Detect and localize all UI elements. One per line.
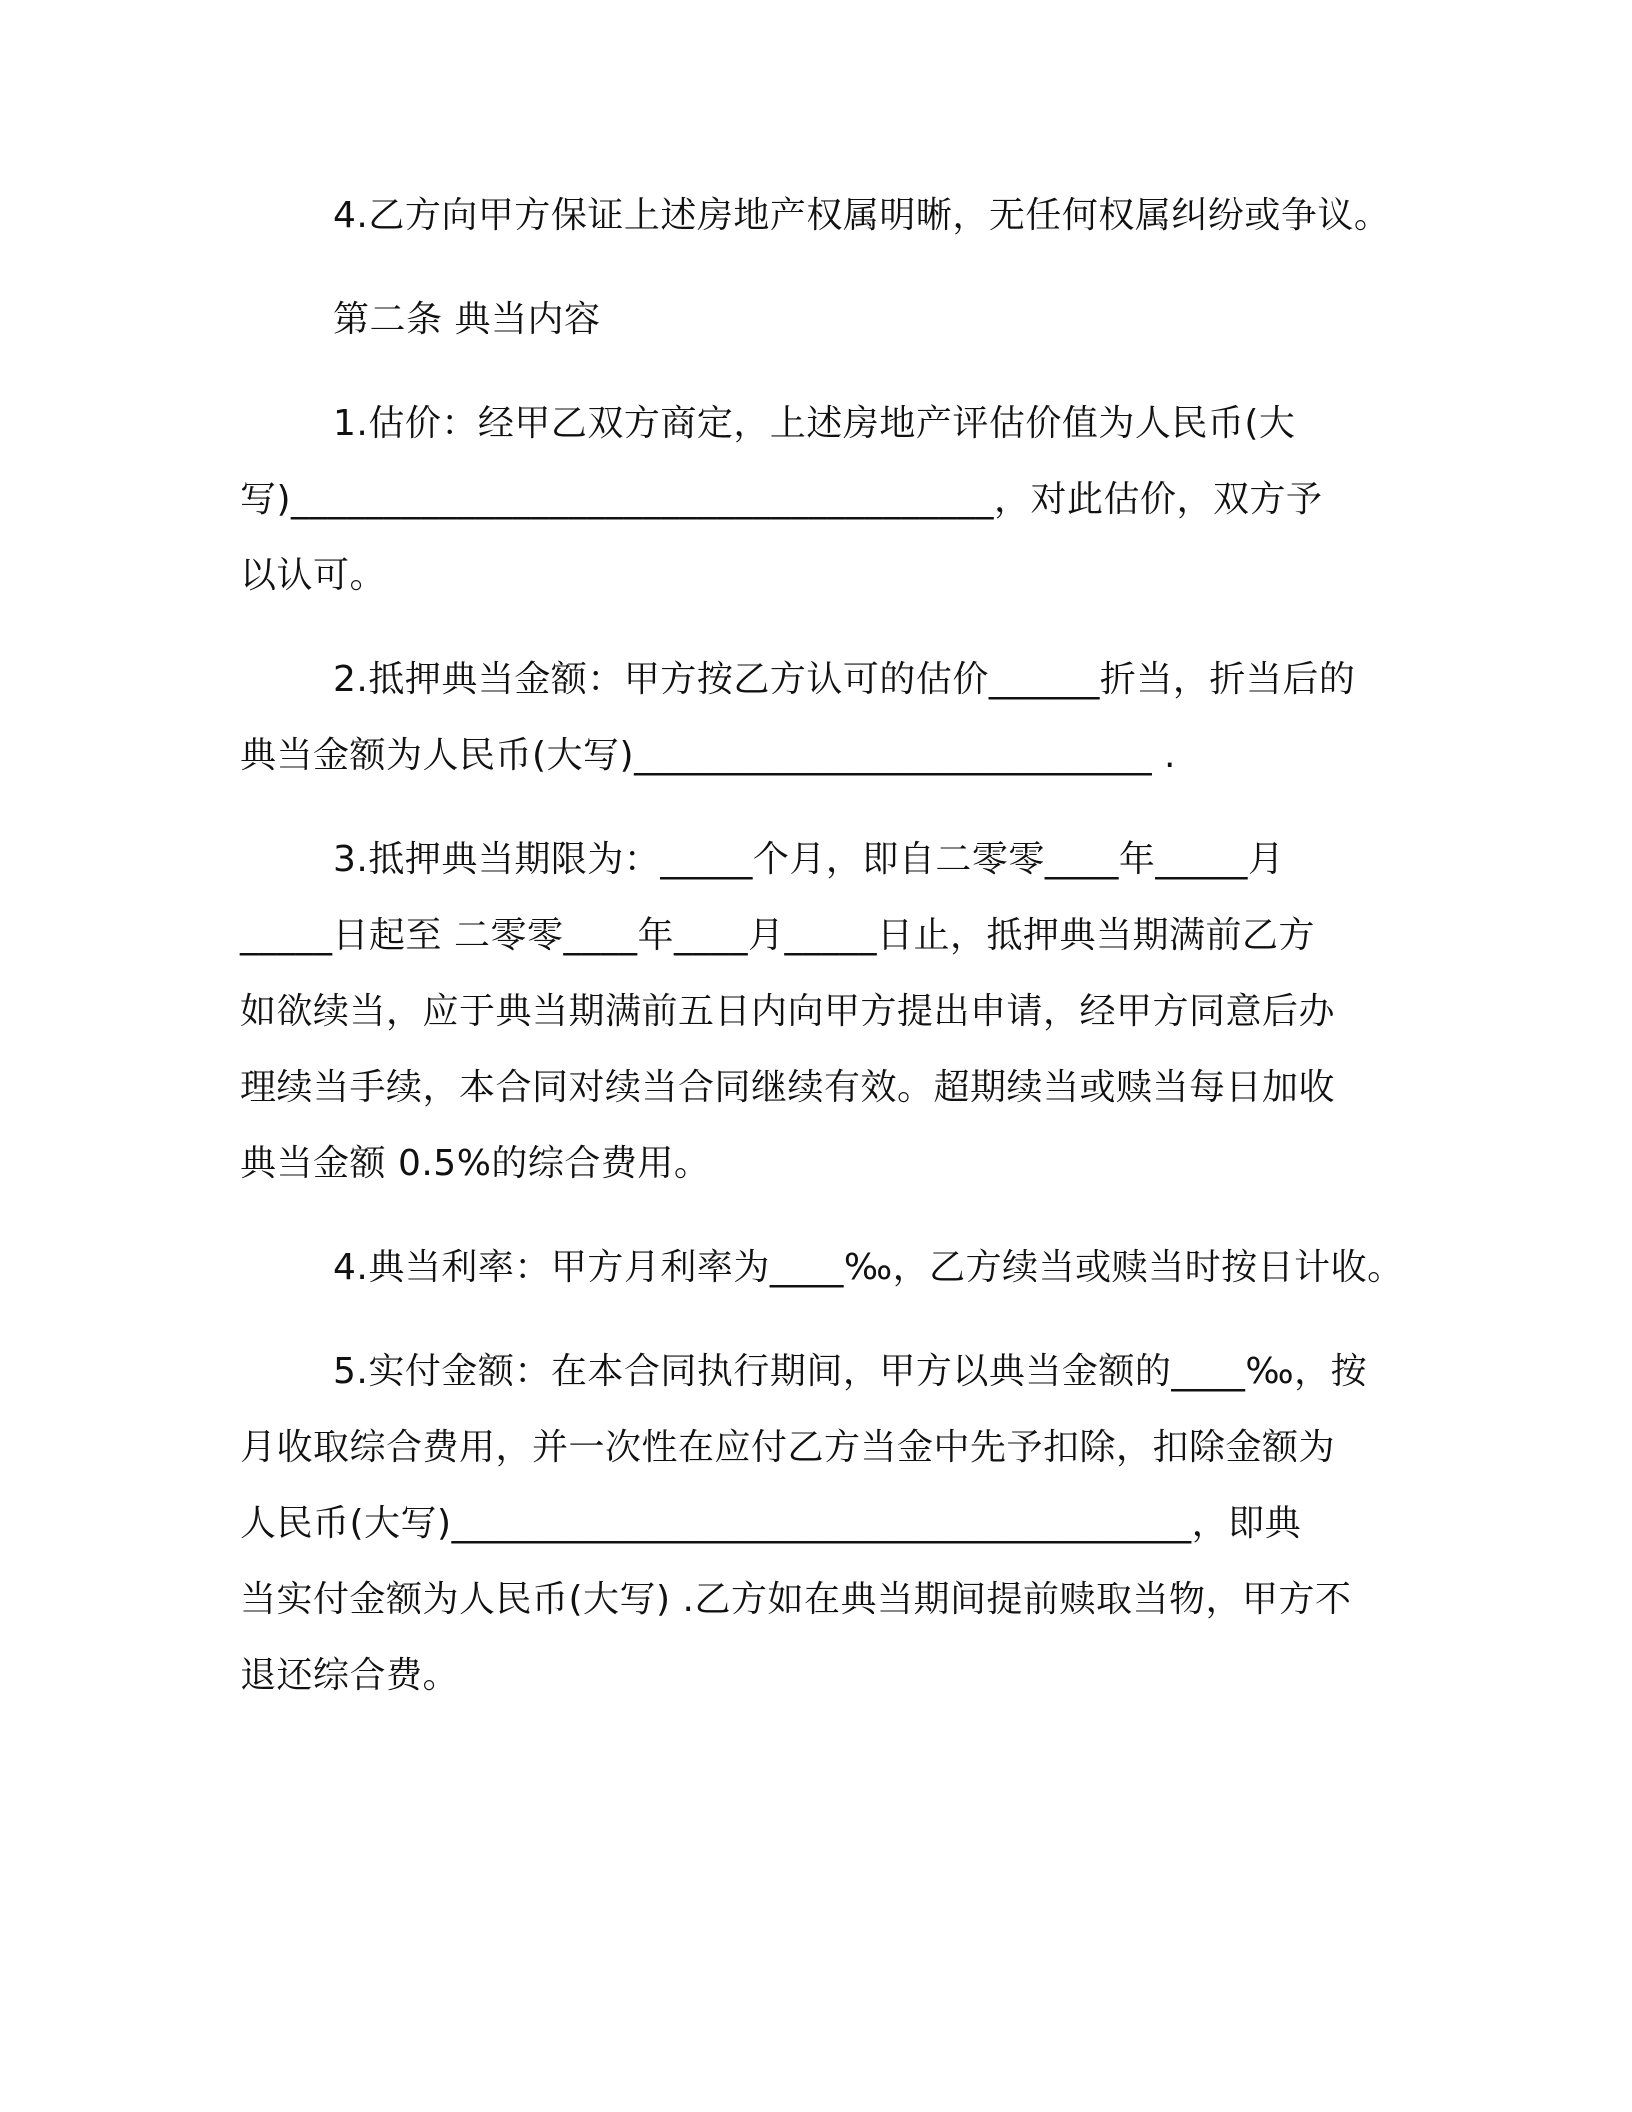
actual-payment-line-4: 当实付金额为人民币(大写) .乙方如在典当期间提前赎取当物，甲方不 — [240, 1579, 1352, 1620]
valuation-line-1: 1.估价：经甲乙双方商定，上述房地产评估价值为人民币(大 — [333, 403, 1296, 444]
pawn-term-line-2: _____日起至 二零零____年____月_____日止，抵押典当期满前乙方 — [240, 915, 1315, 956]
actual-payment-line-2: 月收取综合费用，并一次性在应付乙方当金中先予扣除，扣除金额为 — [240, 1427, 1336, 1468]
pawn-term-line-5: 典当金额 0.5%的综合费用。 — [240, 1143, 711, 1184]
guarantee-clause: 4.乙方向甲方保证上述房地产权属明晰，无任何权属纠纷或争议。 — [333, 195, 1391, 236]
valuation-line-2: 写)______________________________________，对此估价，双方予 — [240, 479, 1323, 520]
pawn-amount-line-1: 2.抵押典当金额：甲方按乙方认可的估价______折当，折当后的 — [333, 659, 1356, 700]
pawn-term-line-4: 理续当手续，本合同对续当合同继续有效。超期续当或赎当每日加收 — [240, 1067, 1336, 1108]
actual-payment-line-5: 退还综合费。 — [240, 1655, 460, 1696]
pawn-term-line-3: 如欲续当，应于典当期满前五日内向甲方提出申请，经甲方同意后办 — [240, 991, 1336, 1032]
valuation-line-3: 以认可。 — [240, 555, 387, 596]
actual-payment-line-1: 5.实付金额：在本合同执行期间，甲方以典当金额的____‰，按 — [333, 1351, 1368, 1392]
interest-rate-line-1: 4.典当利率：甲方月利率为____‰，乙方续当或赎当时按日计收。 — [333, 1247, 1404, 1288]
article-heading: 第二条 典当内容 — [333, 299, 601, 340]
actual-payment-line-3: 人民币(大写)________________________________________，即典 — [240, 1503, 1302, 1544]
pawn-amount-line-2: 典当金额为人民币(大写)____________________________ . — [240, 735, 1176, 776]
pawn-term-line-1: 3.抵押典当期限为：_____个月，即自二零零____年_____月 — [333, 839, 1285, 880]
